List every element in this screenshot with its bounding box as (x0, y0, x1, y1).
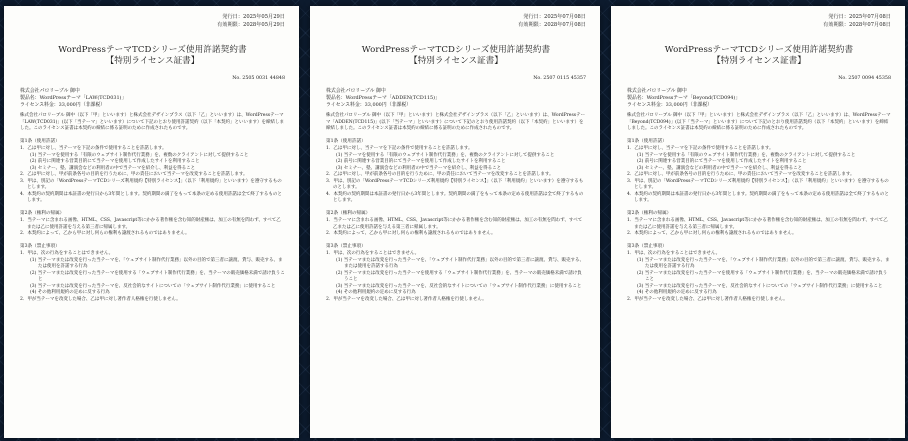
date-block (627, 14, 891, 29)
document-number: No. 2507 0094 45358 (838, 76, 891, 81)
license-fee: ライセンス料金：33,000円（非課税） (20, 101, 106, 108)
article-2-clause-2: 2．本契約によって、乙から甲に対し何らの権利も譲渡されるものではありません。 (326, 231, 496, 237)
license-certificate-1 (4, 6, 299, 438)
license-fee: ライセンス料金：33,000円（非課税） (326, 101, 412, 108)
article-1-title: 第1条（使用許諾） (20, 138, 60, 144)
article-1-clause-4: 4．本契約の契約期間は本証書の発行日から3年間とします。契約期間の満了をもって本条の定める使用許諾は全て終了するものとします。 (627, 191, 889, 204)
addressee: 株式会社パロリーブル 御中 (20, 88, 80, 94)
article-2-title: 第2条（権利の帰属） (20, 210, 65, 216)
article-1-clause-3: 3．甲は、別記の「WordPressテーマTCDシリーズ利用規約【特別ライセンス】」（以下「利用規約」といいます）を遵守するものとします。 (20, 178, 282, 191)
document-title: WordPressテーマTCDシリーズ使用許諾契約書 (664, 45, 854, 55)
article-1-clause-2: 2．乙は甲に対し、甲が前条各号の目的を行うために、甲の責任において当テーマを改変することを許諾します。 (627, 172, 855, 178)
article-3-title: 第3条（禁止事項） (627, 243, 667, 249)
article-1-clause-3: 3．甲は、別記の「WordPressテーマTCDシリーズ利用規約【特別ライセンス】」（以下「利用規約」といいます）を遵守するものとします。 (627, 178, 889, 191)
article-1-item-1: (1) 当テーマを使用する「有限のウェブサイト制作代行業務」を、複数のクライアントに対して提供すること (637, 152, 856, 158)
license-certificate-2 (310, 6, 600, 438)
article-3-item-1: (1) 当テーマまたは改変を行った当テーマを、「ウェブサイト制作代行業務」以外の目的で第三者に譲渡、貸与、販売する、または使用を許諾する行為 (336, 257, 585, 270)
article-1-clause-4: 4．本契約の契約期間は本証書の発行日から3年間とします。契約期間の満了をもって本条の定める使用許諾は全て終了するものとします。 (20, 191, 282, 204)
article-3-item-3: (3) 当テーマまたは改変を行った当テーマを、反社会的なサイトについての「ウェブサイト制作代行業務」に使用すること (30, 283, 276, 289)
document-subtitle: 【特別ライセンス証書】 (409, 56, 503, 66)
article-2-title: 第2条（権利の帰属） (627, 210, 672, 216)
intro-paragraph: 株式会社パロリーブル 御中（以下「甲」といいます）と株式会社デザインプラス（以下「乙」といいます）は、WordPressテーマ「Beyond(TCD094)」(以下「当テーマ」といいます）について下記のとおり使用許諾契約（以下「本契約」といいます）を締結しました。このライセンス証書は本契約の締結に係る証明のために作成されたものです。 (627, 113, 891, 132)
article-1-item-2: (2) 前号に関連する営業目的にて当テーマを使用して作成したサイトを利用すること (637, 159, 807, 165)
article-3-clause-2: 2．甲が当テーマを改変した場合、乙は甲に対し著作者人格権を行使しません。 (20, 296, 181, 302)
article-3-item-2: (2) 当テーマまたは改変を行った当テーマを使用する「ウェブサイト制作代行業務」を、当テーマの販売価格未満で請け負うこと (30, 270, 285, 283)
article-1-item-3: (3) セミナー、塾、講演会などの利用者の中で当テーマを紹介し、利益を得ること (30, 165, 196, 171)
article-3-clause-2: 2．甲が当テーマを改変した場合、乙は甲に対し著作者人格権を行使しません。 (326, 296, 487, 302)
article-3-item-4: (4) その他利用規約の定めに反する行為 (336, 290, 416, 296)
document-title: WordPressテーマTCDシリーズ使用許諾契約書 (58, 45, 247, 55)
article-1-clause-3: 3．甲は、別記の「WordPressテーマTCDシリーズ利用規約【特別ライセンス】」（以下「利用規約」といいます）を遵守するものとします。 (326, 178, 584, 191)
addressee: 株式会社パロリーブル 御中 (627, 88, 687, 94)
article-3-item-2: (2) 当テーマまたは改変を行った当テーマを使用する「ウェブサイト制作代行業務」を、当テーマの販売価格未満で請け負うこと (336, 270, 582, 283)
article-2-clause-2: 2．本契約によって、乙から甲に対し何らの権利も譲渡されるものではありません。 (627, 231, 797, 237)
article-2-clause-1: 1．当テーマに含まれる画像、HTML、CSS、Javascript等にかかる著作権を含む知的財産権は、加工の有無を問わず、すべて乙または乙に使用許諾を与える第三者に帰属します。 (326, 218, 583, 230)
article-1-title: 第1条（使用許諾） (326, 138, 366, 144)
document-subtitle: 【特別ライセンス証書】 (712, 56, 806, 66)
intro-paragraph: 株式会社パロリーブル 御中（以下「甲」といいます）と株式会社デザインプラス（以下「乙」といいます）は、WordPressテーマ「LAW(TCD031)」(以下「当テーマ」といいます）について下記のとおり使用許諾契約（以下「本契約」といいます）を締結しました。このライセンス証書は本契約の締結に係る証明のために作成されたものです。 (20, 113, 284, 132)
article-1-title: 第1条（使用許諾） (627, 138, 667, 144)
article-3-title: 第3条（禁止事項） (20, 243, 60, 249)
addressee-block (20, 88, 285, 108)
expiry-date: 有効期限：2028年05月29日 (217, 21, 285, 28)
product-name: 製品名：WordPressテーマ「Beyond(TCD094)」 (627, 94, 741, 101)
document-subtitle: 【特別ライセンス証書】 (105, 56, 200, 66)
document-title: WordPressテーマTCDシリーズ使用許諾契約書 (361, 45, 551, 55)
expiry-date: 有効期限：2028年07月08日 (823, 21, 891, 28)
article-3-item-2: (2) 当テーマまたは改変を行った当テーマを使用する「ウェブサイト制作代行業務」を、当テーマの販売価格未満で請け負うこと (637, 270, 888, 283)
article-3-title: 第3条（禁止事項） (326, 243, 366, 249)
document-number: No. 2505 0031 44848 (232, 76, 285, 81)
article-2-clause-1: 1．当テーマに含まれる画像、HTML、CSS、Javascript等にかかる著作権を含む知的財産権は、加工の有無を問わず、すべて乙または乙に使用許諾を与える第三者に帰属します。 (20, 218, 281, 230)
article-2-clause-1: 1．当テーマに含まれる画像、HTML、CSS、Javascript等にかかる著作権を含む知的財産権は、加工の有無を問わず、すべて乙または乙に使用許諾を与える第三者に帰属します。 (627, 218, 888, 230)
expiry-date: 有効期限：2028年07月08日 (518, 21, 586, 28)
article-1-item-2: (2) 前号に関連する営業目的にて当テーマを使用して作成したサイトを利用すること (30, 159, 200, 165)
article-1-clause-1: 1．乙は甲に対し、当テーマを下記の条件で使用することを許諾します。 (627, 146, 774, 152)
article-2-title: 第2条（権利の帰属） (326, 210, 371, 216)
article-3-item-4: (4) その他利用規約の定めに反する行為 (637, 290, 717, 296)
date-block (20, 14, 285, 29)
addressee-block (627, 88, 891, 108)
article-1-clause-4: 4．本契約の契約期間は本証書の発行日から3年間とします。契約期間の満了をもって本条の定める使用許諾は全て終了するものとします。 (326, 191, 584, 204)
article-3-clause-1: 1．甲は、次の行為をすることはできません。 (20, 251, 114, 257)
product-name: 製品名：WordPressテーマ「LAW(TCD031)」 (20, 94, 127, 101)
article-1-item-3: (3) セミナー、塾、講演会などの利用者の中で当テーマを紹介し、利益を得ること (637, 165, 803, 171)
article-1-item-3: (3) セミナー、塾、講演会などの利用者の中で当テーマを紹介し、利益を得ること (336, 165, 502, 171)
article-3-clause-1: 1．甲は、次の行為をすることはできません。 (326, 251, 420, 257)
issue-date: 発行日：2025年05月29日 (222, 14, 285, 20)
document-number: No. 2507 0115 45357 (533, 76, 586, 81)
article-3-clause-2: 2．甲が当テーマを改変した場合、乙は甲に対し著作者人格権を行使しません。 (627, 296, 788, 302)
article-1-clause-1: 1．乙は甲に対し、当テーマを下記の条件で使用することを許諾します。 (20, 146, 167, 152)
intro-paragraph: 株式会社パロリーブル 御中（以下「甲」といいます）と株式会社デザインプラス（以下「乙」といいます）は、WordPressテーマ「ADDEN(TCD115)」(以下「当テーマ」といいます）について下記のとおり使用許諾契約（以下「本契約」といいます）を締結しました。このライセンス証書は本契約の締結に係る証明のために作成されたものです。 (326, 113, 586, 132)
article-3-item-4: (4) その他利用規約の定めに反する行為 (30, 290, 110, 296)
license-certificate-3 (611, 6, 905, 438)
article-3-clause-1: 1．甲は、次の行為をすることはできません。 (627, 251, 721, 257)
article-3-item-1: (1) 当テーマまたは改変を行った当テーマを、「ウェブサイト制作代行業務」以外の目的で第三者に譲渡、貸与、販売する、または使用を許諾する行為 (30, 257, 283, 270)
article-3-item-3: (3) 当テーマまたは改変を行った当テーマを、反社会的なサイトについての「ウェブサイト制作代行業務」に使用すること (637, 283, 883, 289)
article-1-item-1: (1) 当テーマを使用する「有限のウェブサイト制作代行業務」を、複数のクライアントに対して提供すること (30, 152, 249, 158)
addressee: 株式会社パロリーブル 御中 (326, 88, 386, 94)
article-1-clause-2: 2．乙は甲に対し、甲が前条各号の目的を行うために、甲の責任において当テーマを改変することを許諾します。 (20, 172, 248, 178)
addressee-block (326, 88, 586, 108)
article-1-clause-1: 1．乙は甲に対し、当テーマを下記の条件で使用することを許諾します。 (326, 146, 473, 152)
article-1-item-1: (1) 当テーマを使用する「有限のウェブサイト制作代行業務」を、複数のクライアントに対して提供すること (336, 152, 555, 158)
article-3-item-1: (1) 当テーマまたは改変を行った当テーマを、「ウェブサイト制作代行業務」以外の目的で第三者に譲渡、貸与、販売する、または使用を許諾する行為 (637, 257, 890, 270)
article-3-item-3: (3) 当テーマまたは改変を行った当テーマを、反社会的なサイトについての「ウェブサイト制作代行業務」に使用すること (336, 283, 582, 289)
article-1-item-2: (2) 前号に関連する営業目的にて当テーマを使用して作成したサイトを利用すること (336, 159, 506, 165)
license-fee: ライセンス料金：33,000円（非課税） (627, 101, 713, 108)
article-2-clause-2: 2．本契約によって、乙から甲に対し何らの権利も譲渡されるものではありません。 (20, 231, 190, 237)
date-block (326, 14, 586, 29)
article-1-clause-2: 2．乙は甲に対し、甲が前条各号の目的を行うために、甲の責任において当テーマを改変することを許諾します。 (326, 172, 554, 178)
product-name: 製品名：WordPressテーマ「ADDEN(TCD115)」 (326, 94, 440, 101)
issue-date: 発行日：2025年07月08日 (828, 14, 891, 20)
issue-date: 発行日：2025年07月08日 (523, 14, 586, 20)
